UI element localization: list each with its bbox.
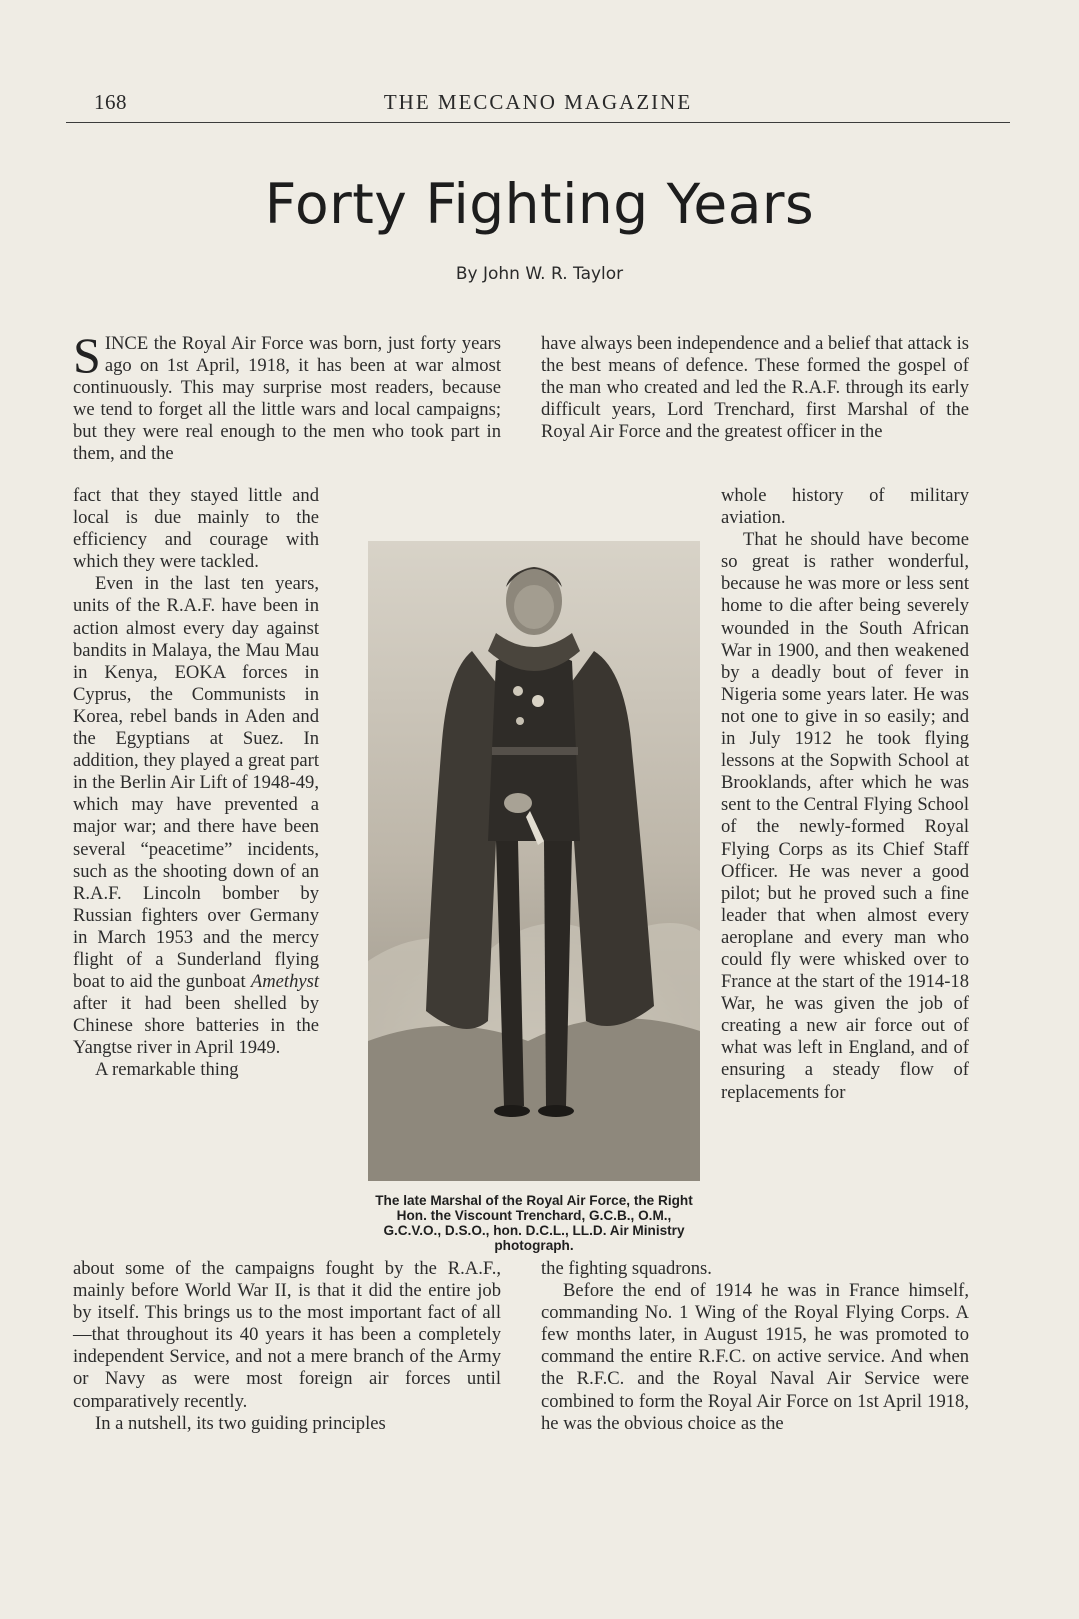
running-head: THE MECCANO MAGAZINE (383, 90, 693, 114)
left-column-bottom (73, 1258, 501, 1435)
paragraph-3-start: A remarkable thing (95, 1059, 239, 1081)
paragraph-1-continued: fact that they stayed little and local is due mainly to the efficiency and courage with which they were tackled. (73, 485, 319, 573)
article-byline: By John W. R. Taylor (455, 264, 624, 284)
paragraph-2-text-b: after it had been shelled by Chinese shore batteries in the Yangtse river in April 1949. (73, 993, 319, 1059)
article-title: Forty Fighting Years (264, 172, 815, 236)
portrait-illustration (368, 541, 700, 1181)
right-paragraph-2-continued: the fighting squadrons. (541, 1258, 712, 1279)
portrait-photo (368, 541, 700, 1181)
paragraph-3-continued: about some of the campaigns fought by the R.A.F., mainly before World War II, is that it did the entire job by itself. This brings us to the most important fact of all—that throughout its 40 years it has been a completely independent Service, and not a mere branch of the Army or Navy as were most foreign air forces until comparatively recently. (73, 1258, 501, 1412)
right-paragraph-2: That he should have become so great is rather wonderful, because he was more or less sent home to die after being severely wounded in the South African War in 1900, and then weakened by a deadly bout of fever in Nigeria some years later. He was not one to give in so easily; and in July 1912 he took flying lessons at the Sopwith School at Brooklands, after which he was sent to the Central Flying School of the newly-formed Royal Flying Corps as its Chief Staff Officer. He was never a good pilot; but he proved such a fine leader that when almost every aeroplane and every man who could fly were whisked over to France at the start of the 1914-18 War, he was given the job of creating a new air force out of what was left in England, and of ensuring a steady flow of replacements for (721, 529, 969, 1103)
paragraph-1 (73, 327, 501, 466)
right-column-narrow (721, 485, 969, 1104)
right-column-bottom (541, 1258, 969, 1435)
paragraph-2 (73, 573, 319, 1059)
drop-cap: S (73, 327, 101, 383)
photo-caption: The late Marshal of the Royal Air Force, the Right Hon. the Viscount Trenchard, G.C.B., O.M., G.C.V.O., D.S.O., hon. D.C.L., LL.D. Air Ministry photograph. (375, 1193, 693, 1253)
left-column-top (73, 327, 501, 466)
right-column-top (541, 333, 969, 443)
right-paragraph-1-continued: whole history of military aviation. (721, 485, 969, 529)
paragraph-1-text: INCE the Royal Air Force was born, just forty years ago on 1st April, 1918, it has been at war almost continuously. This may surprise most readers, because we tend to forget all the little wars and local campaigns; but they were real enough to the men who took part in them, and the (73, 333, 501, 465)
right-paragraph-3: Before the end of 1914 he was in France himself, commanding No. 1 Wing of the Royal Flying Corps. A few months later, in August 1915, he was promoted to command the entire R.F.C. on active service. And when the R.F.C. and the Royal Naval Air Service were combined to form the Royal Air Force on 1st April 1918, he was the obvious choice as the (541, 1280, 969, 1434)
page-number: 168 (94, 90, 127, 114)
page-header (66, 86, 1010, 123)
left-column-narrow (73, 485, 319, 1082)
paragraph-4: In a nutshell, its two guiding principles (95, 1412, 386, 1434)
ship-name: Amethyst (250, 971, 320, 993)
paragraph-2-text-a: Even in the last ten years, units of the R.A.F. have been in action almost every day against bandits in Malaya, the Mau Mau in Kenya, EOKA forces in Cyprus, the Communists in Korea, rebel bands in Aden and the Egyptians at Suez. In addition, they played a great part in the Berlin Air Lift of 1948-49, which may have prevented a major war; and there have been several “peacetime” incidents, such as the shooting down of an R.A.F. Lincoln bomber by Russian fighters over Germany in March 1953 and the mercy flight of a Sunderland flying boat to aid the gunboat (73, 573, 319, 993)
right-paragraph-1: have always been independence and a belief that attack is the best means of defence. These formed the gospel of the man who created and led the R.A.F. through its early difficult years, Lord Trenchard, first Marshal of the Royal Air Force and the greatest officer in the (541, 333, 969, 443)
